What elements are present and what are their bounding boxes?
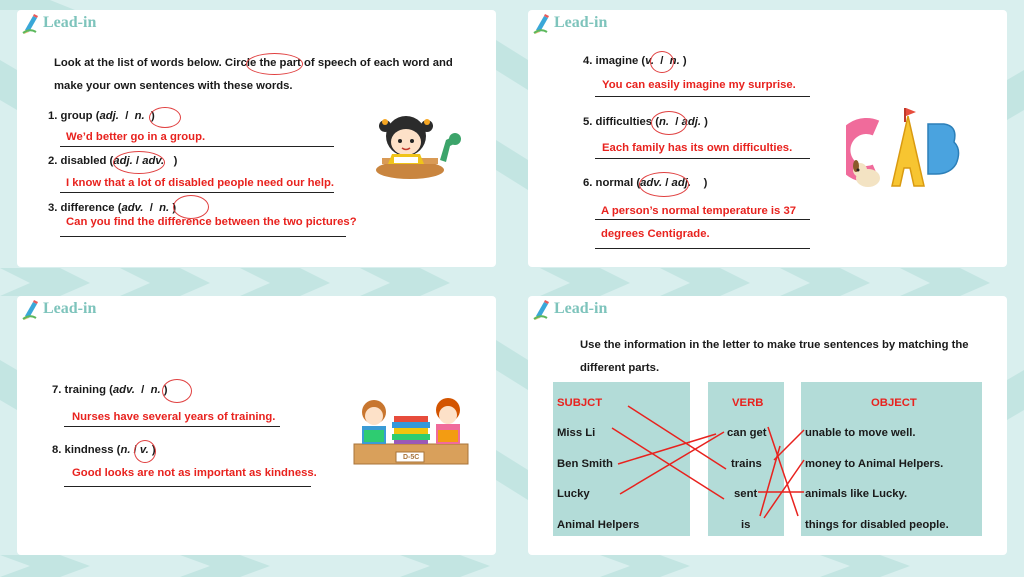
- subject-item[interactable]: Lucky: [557, 488, 590, 500]
- pencil-icon: [22, 300, 38, 320]
- option-a[interactable]: adj.: [113, 155, 133, 167]
- close-paren: ): [151, 444, 156, 456]
- answer-underline: [60, 236, 346, 237]
- option-b[interactable]: n.: [669, 55, 680, 67]
- answer-underline: [64, 426, 280, 427]
- slide-panel-3: [17, 296, 496, 555]
- answer-circle: [113, 151, 165, 174]
- option-b[interactable]: adj.: [681, 116, 702, 128]
- verb-header: VERB: [732, 397, 764, 409]
- question-label: 4. imagine (: [583, 55, 646, 67]
- option-b[interactable]: n.: [150, 384, 161, 396]
- desk-label: D-5C: [403, 454, 420, 461]
- option-separator: /: [135, 155, 140, 167]
- option-separator: /: [149, 202, 153, 214]
- option-separator: /: [125, 110, 129, 122]
- object-item[interactable]: animals like Lucky.: [805, 488, 908, 500]
- close-paren: ): [150, 110, 155, 122]
- abc-blocks-illustration: [846, 98, 962, 198]
- answer-underline: [595, 158, 810, 159]
- option-separator: /: [665, 177, 669, 189]
- option-a[interactable]: adv.: [112, 384, 135, 396]
- answer-sentence-4: You can easily imagine my surprise.: [602, 79, 796, 91]
- question-label: 7. training (: [52, 384, 113, 396]
- option-a[interactable]: v.: [645, 55, 654, 67]
- option-a[interactable]: n.: [120, 444, 131, 456]
- slide-panel-1: [17, 10, 496, 267]
- answer-underline: [595, 219, 810, 220]
- option-separator: /: [660, 55, 664, 67]
- verb-item[interactable]: can get: [727, 427, 767, 439]
- instruction-line-1: Look at the list of words below. Circle the part of speech of each word and: [54, 57, 453, 69]
- instruction-line-2: make your own sentences with these words.: [54, 80, 293, 92]
- question-5: [583, 116, 708, 128]
- question-3: [48, 202, 176, 214]
- answer-sentence-3: Can you find the difference between the two pictures?: [66, 216, 357, 228]
- answer-underline: [64, 486, 311, 487]
- instruction-line-2: different parts.: [580, 362, 660, 374]
- subject-header: SUBJCT: [557, 397, 603, 409]
- panel-title: Lead-in: [43, 300, 97, 317]
- verb-item[interactable]: trains: [731, 458, 762, 470]
- option-separator: /: [133, 444, 137, 456]
- verb-item[interactable]: is: [741, 519, 751, 531]
- close-paren: ): [173, 155, 178, 167]
- answer-sentence-8: Good looks are not as important as kindness.: [72, 467, 317, 479]
- instruction-line-1: Use the information in the letter to make true sentences by matching the: [580, 339, 969, 351]
- option-separator: /: [141, 384, 145, 396]
- answer-sentence-2: I know that a lot of disabled people need our help.: [66, 177, 335, 189]
- answer-sentence-1: We’d better go in a group.: [66, 131, 206, 143]
- option-b[interactable]: adj.: [671, 177, 691, 189]
- question-label: 3. difference (: [48, 202, 122, 214]
- close-paren: ): [172, 202, 177, 214]
- answer-underline: [60, 192, 334, 193]
- question-label: 2. disabled (: [48, 155, 114, 167]
- question-label: 8. kindness (: [52, 444, 121, 456]
- close-paren: ): [163, 384, 168, 396]
- subject-item[interactable]: Ben Smith: [557, 458, 613, 470]
- close-paren: ): [682, 55, 687, 67]
- verb-item[interactable]: sent: [734, 488, 758, 500]
- subject-item[interactable]: Miss Li: [557, 427, 596, 439]
- option-b[interactable]: v.: [139, 444, 149, 456]
- option-b[interactable]: n.: [159, 202, 170, 214]
- option-a[interactable]: adj.: [99, 110, 119, 122]
- panel-title: Lead-in: [554, 14, 608, 31]
- circle-mark: [246, 53, 303, 75]
- answer-sentence-7: Nurses have several years of training.: [72, 411, 276, 423]
- option-a[interactable]: adv.: [640, 177, 663, 189]
- object-item[interactable]: money to Animal Helpers.: [805, 458, 944, 470]
- object-item[interactable]: unable to move well.: [805, 427, 916, 439]
- answer-underline: [60, 146, 334, 147]
- object-header: OBJECT: [871, 397, 917, 409]
- question-label: 5. difficulties (: [583, 116, 659, 128]
- question-label: 6. normal (: [583, 177, 641, 189]
- object-item[interactable]: things for disabled people.: [805, 519, 949, 531]
- answer-circle: [650, 51, 674, 73]
- option-separator: /: [675, 116, 679, 128]
- answer-circle: [639, 172, 689, 197]
- answer-circle: [149, 107, 181, 128]
- panel-title: Lead-in: [554, 300, 608, 317]
- pencil-icon: [22, 14, 38, 34]
- answer-circle: [134, 440, 156, 463]
- option-a[interactable]: adv.: [121, 202, 144, 214]
- option-b[interactable]: n.: [134, 110, 145, 122]
- answer-underline: [595, 248, 810, 249]
- slide-panel-2: [528, 10, 1007, 267]
- answer-sentence-6a: A person’s normal temperature is 37: [601, 205, 797, 217]
- option-b[interactable]: adv.: [142, 155, 165, 167]
- answer-sentence-6b: degrees Centigrade.: [601, 228, 710, 240]
- answer-sentence-5: Each family has its own difficulties.: [602, 142, 793, 154]
- question-7: [52, 384, 168, 396]
- answer-circle: [162, 379, 192, 403]
- question-1: [48, 110, 155, 122]
- question-label: 1. group (: [48, 110, 100, 122]
- pencil-icon: [533, 14, 549, 34]
- panel-title: Lead-in: [43, 14, 97, 31]
- close-paren: ): [704, 116, 708, 128]
- subject-item[interactable]: Animal Helpers: [557, 519, 640, 531]
- answer-circle: [651, 111, 687, 135]
- answer-underline: [595, 96, 810, 97]
- slide-panel-4: [528, 296, 1007, 555]
- option-a[interactable]: n.: [658, 116, 669, 128]
- matching-lines: [528, 296, 1007, 555]
- close-paren: ): [703, 177, 708, 189]
- girl-studying-illustration: [374, 110, 462, 182]
